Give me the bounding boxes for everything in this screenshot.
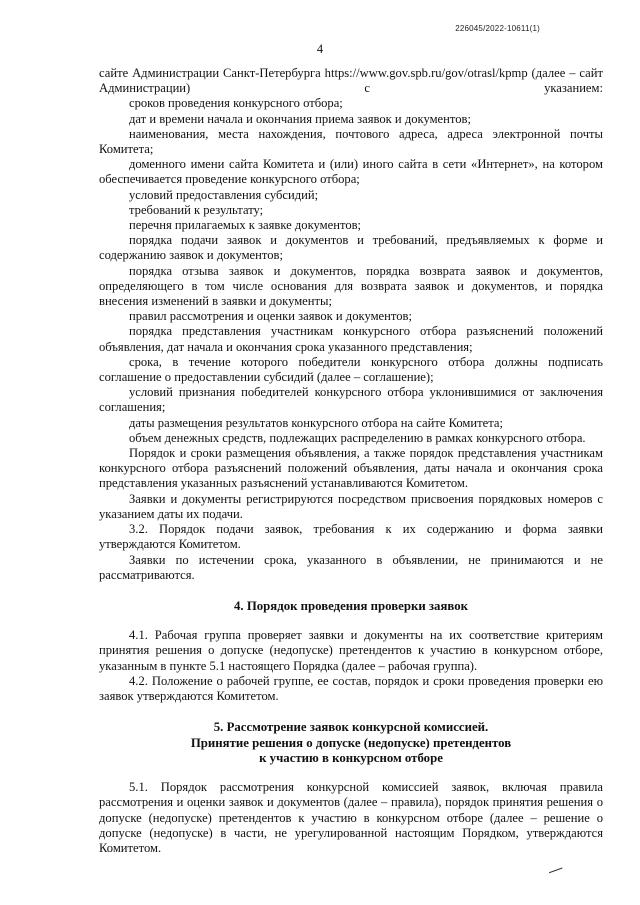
list-item: даты размещения результатов конкурсного отбора на сайте Комитета; [129, 415, 503, 430]
section-5-heading-line: Принятие решения о допуске (недопуске) претендентов [190, 735, 512, 750]
list-item: требований к результату; [129, 202, 264, 217]
list-item: условий предоставления субсидий; [129, 187, 319, 202]
paragraph: 4.2. Положение о рабочей группе, ее состав, порядок и сроки проведения проверки ею заявок утверждаются Комитетом. [99, 673, 603, 704]
paragraph: 5.1. Порядок рассмотрения конкурсной комиссией заявок, включая правила рассмотрения и оценки заявок и документов (далее – правила), порядок принятия решения о допуске (недопуске) претендентов к участию в конкурсном отборе (далее – решение о допуске (недопуске) в части, не урегулированной настоящим Порядком, утверждаются Комитетом. [99, 780, 603, 855]
section-5-heading-line: к участию в конкурсном отборе [259, 750, 443, 765]
paragraph: Порядок и сроки размещения объявления, а также порядок представления участникам конкурсного отбора разъяснений положений объявления, даты начала и окончания срока представления указанных разъяснений устанавливаются Комитетом. [99, 446, 603, 491]
list-item: порядка подачи заявок и документов и требований, предъявляемых к форме и содержанию заявок и документов; [99, 233, 603, 263]
list-item: порядка отзыва заявок и документов, порядка возврата заявок и документов, определяющего в том числе основания для возврата заявок и документов, и порядка внесения изменений в заявки и документы; [99, 263, 603, 309]
paragraph: сайте Администрации Санкт-Петербурга https://www.gov.spb.ru/gov/otrasl/kpmp (далее – сайт Администрации) с указанием: [99, 66, 603, 96]
document-registration-number: 226045/2022-10611(1) [455, 24, 540, 33]
list-item: доменного имени сайта Комитета и (или) иного сайта в сети «Интернет», на котором обеспечивается проведение конкурсного отбора; [99, 157, 603, 187]
section-4-heading: 4. Порядок проведения проверки заявок [234, 598, 468, 613]
paragraph: 4.1. Рабочая группа проверяет заявки и документы на их соответствие критериям принятия решения о допуске (недопуске) претендентов к участию в конкурсном отборе, указанным в пункте 5.1 настоящего Порядка (далее – рабочая группа). [99, 628, 603, 673]
paragraph: Заявки и документы регистрируются посредством присвоения порядковых номеров с указанием даты их подачи. [99, 491, 603, 521]
document-body [99, 66, 603, 856]
list-item: дат и времени начала и окончания приема заявок и документов; [129, 111, 471, 126]
page-number: 4 [316, 42, 324, 56]
list-item: перечня прилагаемых к заявке документов; [129, 218, 362, 233]
list-item: порядка представления участникам конкурсного отбора разъяснений положений объявления, дат начала и окончания срока указанного представления; [99, 324, 603, 354]
section-5-heading-line: 5. Рассмотрение заявок конкурсной комиссией. [213, 720, 489, 735]
list-item: наименования, места нахождения, почтового адреса, адреса электронной почты Комитета; [99, 126, 603, 157]
list-item: сроков проведения конкурсного отбора; [129, 96, 343, 111]
list-item: правил рассмотрения и оценки заявок и документов; [129, 309, 412, 324]
scan-mark [548, 864, 563, 873]
list-item: срока, в течение которого победители конкурсного отбора должны подписать соглашение о предоставлении субсидий (далее – соглашение); [99, 354, 603, 385]
list-item: условий признания победителей конкурсного отбора уклонившимися от заключения соглашения; [99, 385, 603, 415]
paragraph: 3.2. Порядок подачи заявок, требования к их содержанию и форма заявки утверждаются Комитетом. [99, 522, 603, 552]
paragraph: Заявки по истечении срока, указанного в объявлении, не принимаются и не рассматриваются. [99, 552, 603, 582]
list-item: объем денежных средств, подлежащих распределению в рамках конкурсного отбора. [129, 430, 586, 445]
